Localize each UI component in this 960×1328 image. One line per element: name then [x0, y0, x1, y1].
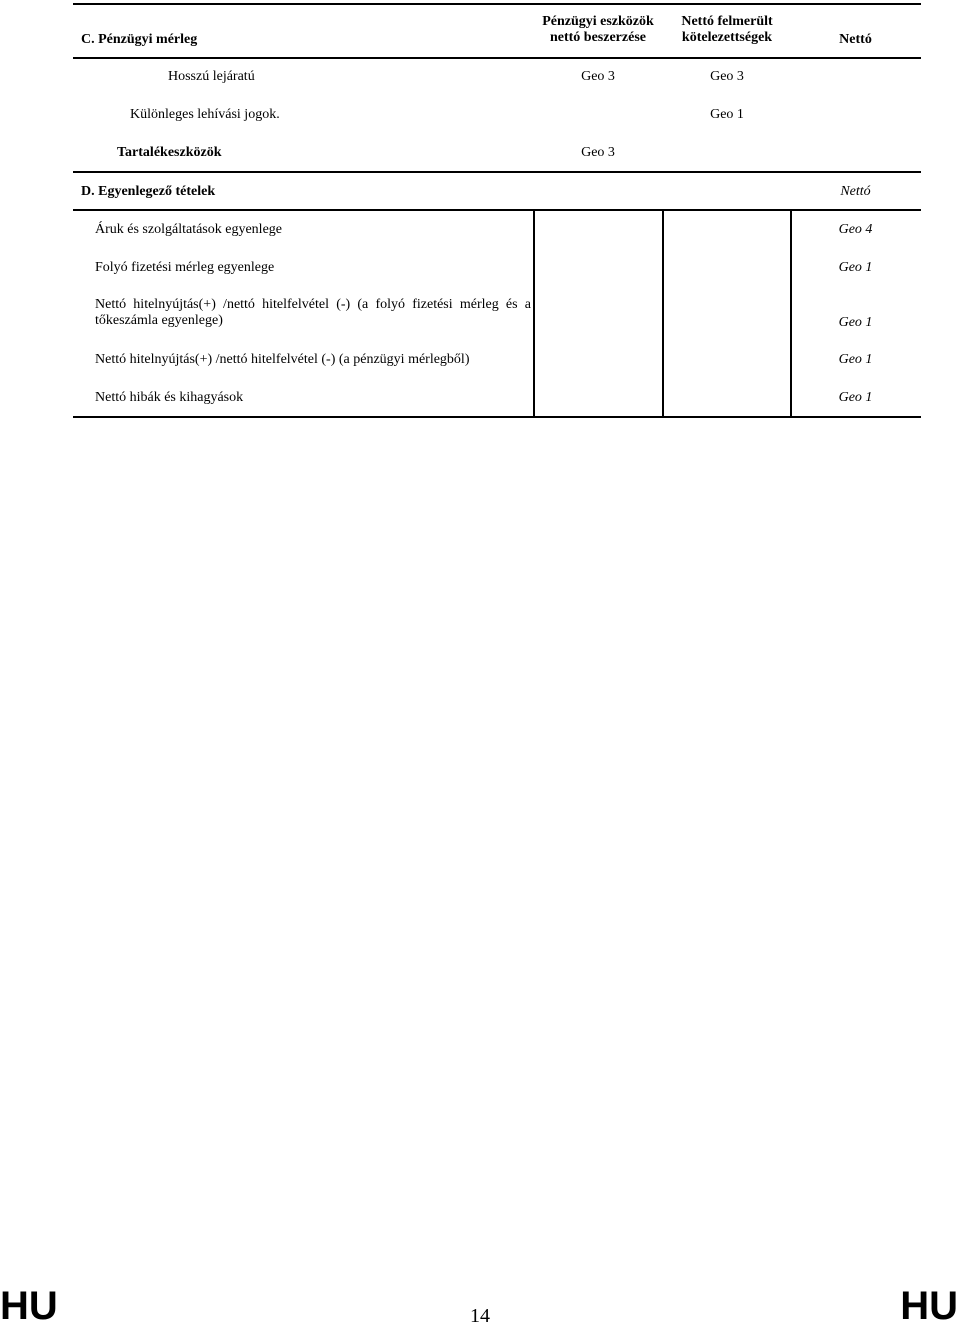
table-top-rule	[73, 3, 921, 5]
column-header-liabilities: Nettó felmerült kötelezettségek	[681, 14, 773, 45]
column-divider	[790, 210, 792, 417]
footer-language-left: HU	[0, 1284, 58, 1328]
table-cell-liabilities: Geo 3	[710, 69, 744, 84]
table-cell-net: Geo 1	[838, 390, 873, 405]
table-row-label: Tartalékeszközök	[117, 145, 222, 160]
table-bottom-rule	[73, 416, 921, 418]
header-bottom-rule	[73, 57, 921, 59]
table-cell-assets: Geo 3	[581, 145, 615, 160]
footer-language-right: HU	[900, 1284, 958, 1328]
table-row-label: Hosszú lejáratú	[168, 69, 255, 84]
table-cell-net: Geo 1	[838, 315, 873, 330]
table-cell-assets: Geo 3	[581, 69, 615, 84]
column-header-assets: Pénzügyi eszközök nettó beszerzése	[542, 14, 654, 45]
section-c-title: C. Pénzügyi mérleg	[81, 32, 198, 47]
table-row-label: Nettó hitelnyújtás(+) /nettó hitelfelvétel (-) (a folyó fizetési mérleg és a tőkeszámla egyenlege)	[95, 297, 531, 328]
section-d-header-rule	[73, 209, 921, 211]
table-cell-net: Geo 4	[838, 222, 873, 237]
table-cell-liabilities: Geo 1	[710, 107, 744, 122]
column-divider	[662, 210, 664, 417]
section-c-bottom-rule	[73, 171, 921, 173]
table-row-label: Nettó hitelnyújtás(+) /nettó hitelfelvétel (-) (a pénzügyi mérlegből)	[95, 352, 470, 367]
table-cell-net: Geo 1	[838, 260, 873, 275]
page-number: 14	[470, 1305, 490, 1327]
section-d-title: D. Egyenlegező tételek	[81, 184, 216, 199]
table-row-label: Nettó hibák és kihagyások	[95, 390, 244, 405]
column-header-net: Nettó	[839, 32, 872, 47]
table-row-label: Folyó fizetési mérleg egyenlege	[95, 260, 275, 275]
table-cell-net: Geo 1	[838, 352, 873, 367]
table-row-label: Különleges lehívási jogok.	[130, 107, 280, 122]
column-header-net: Nettó	[840, 184, 871, 199]
column-divider	[533, 210, 535, 417]
table-row-label: Áruk és szolgáltatások egyenlege	[95, 222, 282, 237]
